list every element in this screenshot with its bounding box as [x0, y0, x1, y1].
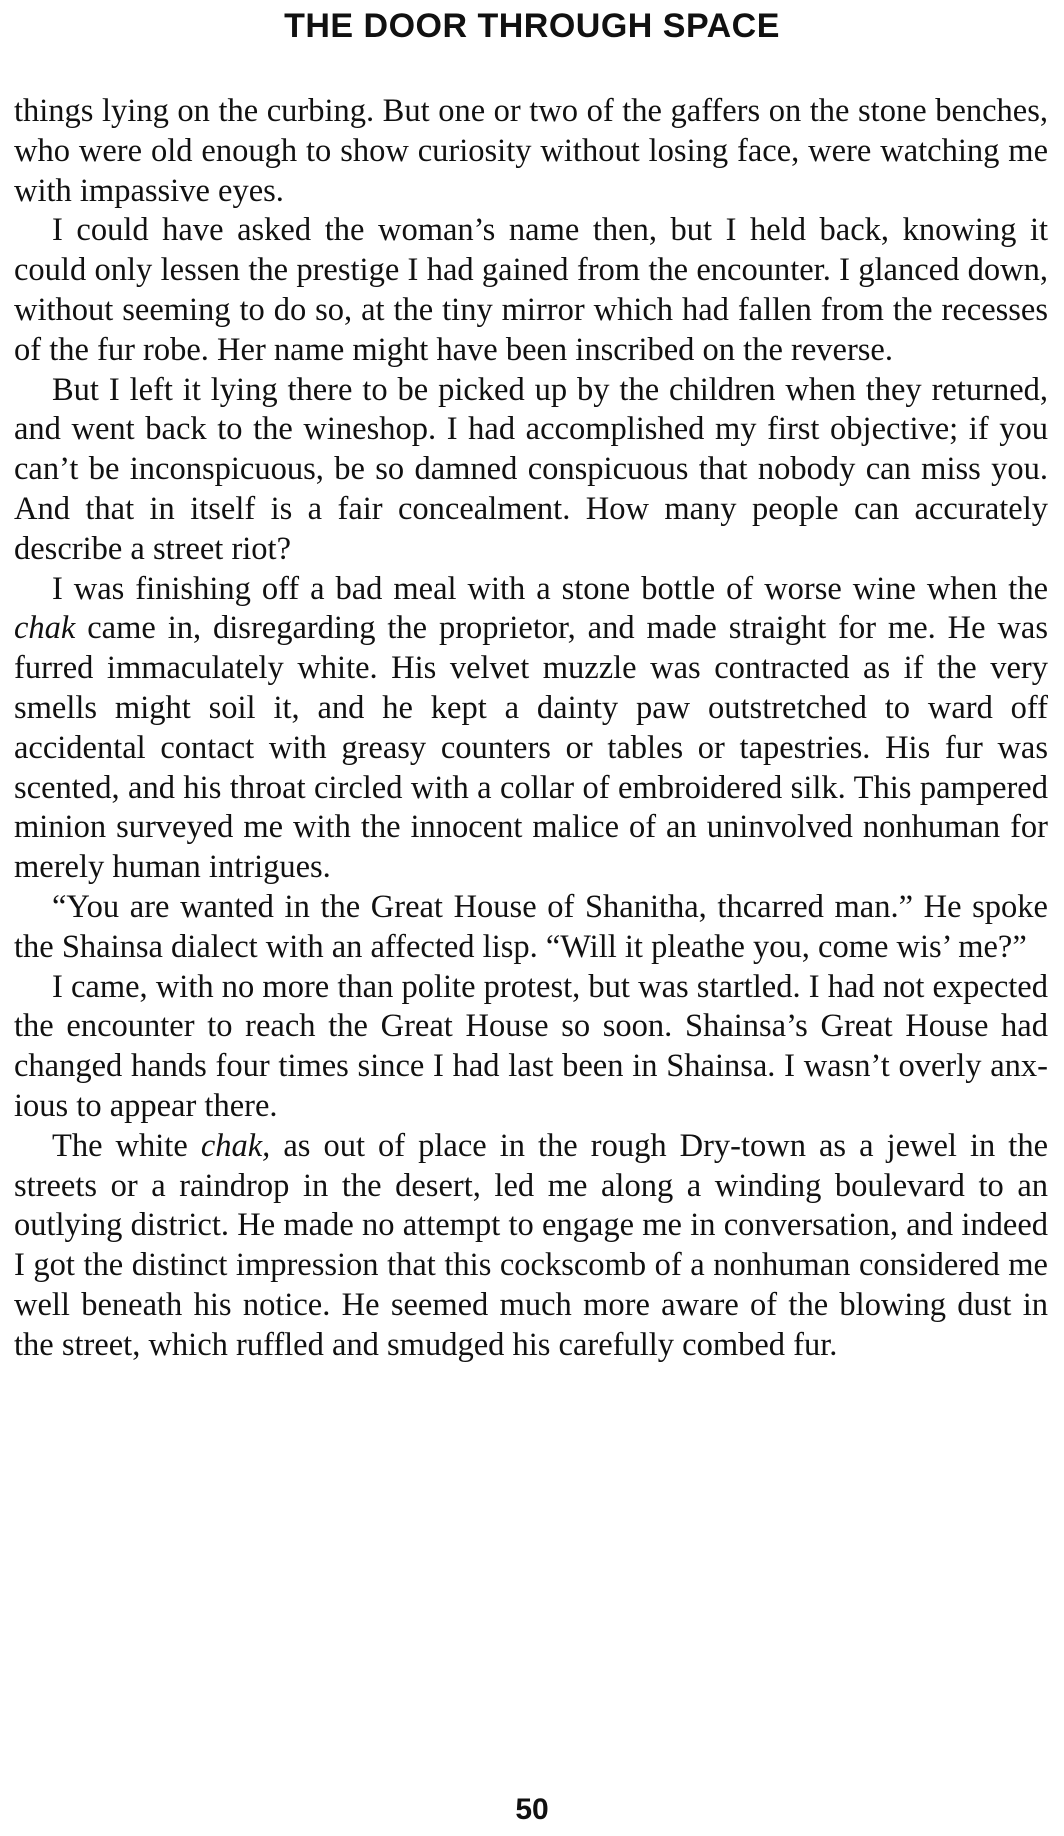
page-number: 50 — [515, 1793, 549, 1826]
italic-word: chak, — [200, 1127, 271, 1164]
text-run: I could have asked the woman’s name then, but I held back, knowing it could only lessen the prestige I had gained from the encounter. I glanced down, without seeming to do so, at the tiny mirror which had fallen from the recesses of the fur robe. Her name might have been inscribed on the reverse. — [14, 212, 1048, 368]
paragraph — [14, 570, 1048, 888]
text-run: But I left it lying there to be picked up by the children when they returned, and went back to the wineshop. I had accomplished my first objective; if you can’t be inconspicuous, be so damned conspicuous that nobody can miss you. And that in itself is a fair concealment. How many people can accurately describe a street riot? — [14, 371, 1048, 567]
paragraph — [14, 371, 1048, 570]
text-run: I came, with no more than polite protest, but was startled. I had not expected the encounter to reach the Great House so soon. Shainsa’s Great House had changed hands four times since I had last been in Shainsa. I wasn’t overly anxious to appear there. — [14, 968, 1048, 1124]
text-run: as out of place in the rough Dry-town as a jewel in the streets or a raindrop in the desert, led me along a winding boulevard to an outlying district. He made no attempt to engage me in conversation, and indeed I got the distinct impression that this cockscomb of a nonhuman considered me well beneath his notice. He seemed much more aware of the blowing dust in the street, which ruffled and smudged his carefully combed fur. — [14, 1127, 1049, 1363]
paragraph — [14, 888, 1048, 968]
text-run: “You are wanted in the Great House of Shanitha, thcarred man.” He spoke the Shainsa dialect with an affected lisp. “Will it pleathe you, come wis’ me?” — [14, 888, 1048, 965]
italic-word: chak — [14, 610, 76, 647]
text-run: The white — [52, 1127, 201, 1164]
paragraph — [14, 92, 1048, 211]
body-text — [14, 92, 1048, 1366]
text-run: I was finishing off a bad meal with a stone bottle of worse wine when the — [52, 570, 1048, 607]
paragraph — [14, 968, 1048, 1127]
paragraph — [14, 1127, 1048, 1366]
text-run: came in, disregarding the proprietor, and made straight for me. He was furred immaculately white. His velvet muzzle was contracted as if the very smells might soil it, and he kept a dainty paw outstretched to ward off accidental contact with greasy counters or tables or tapestries. His fur was scented, and his throat circled with a collar of embroidered silk. This pampered minion surveyed me with the innocent malice of an uninvolved nonhuman for merely human intrigues. — [14, 610, 1048, 886]
paragraph — [14, 211, 1048, 370]
text-run: things lying on the curbing. But one or two of the gaffers on the stone benches, who were old enough to show curiosity without losing face, were watching me with impassive eyes. — [14, 93, 1048, 209]
running-head: THE DOOR THROUGH SPACE — [284, 7, 780, 45]
